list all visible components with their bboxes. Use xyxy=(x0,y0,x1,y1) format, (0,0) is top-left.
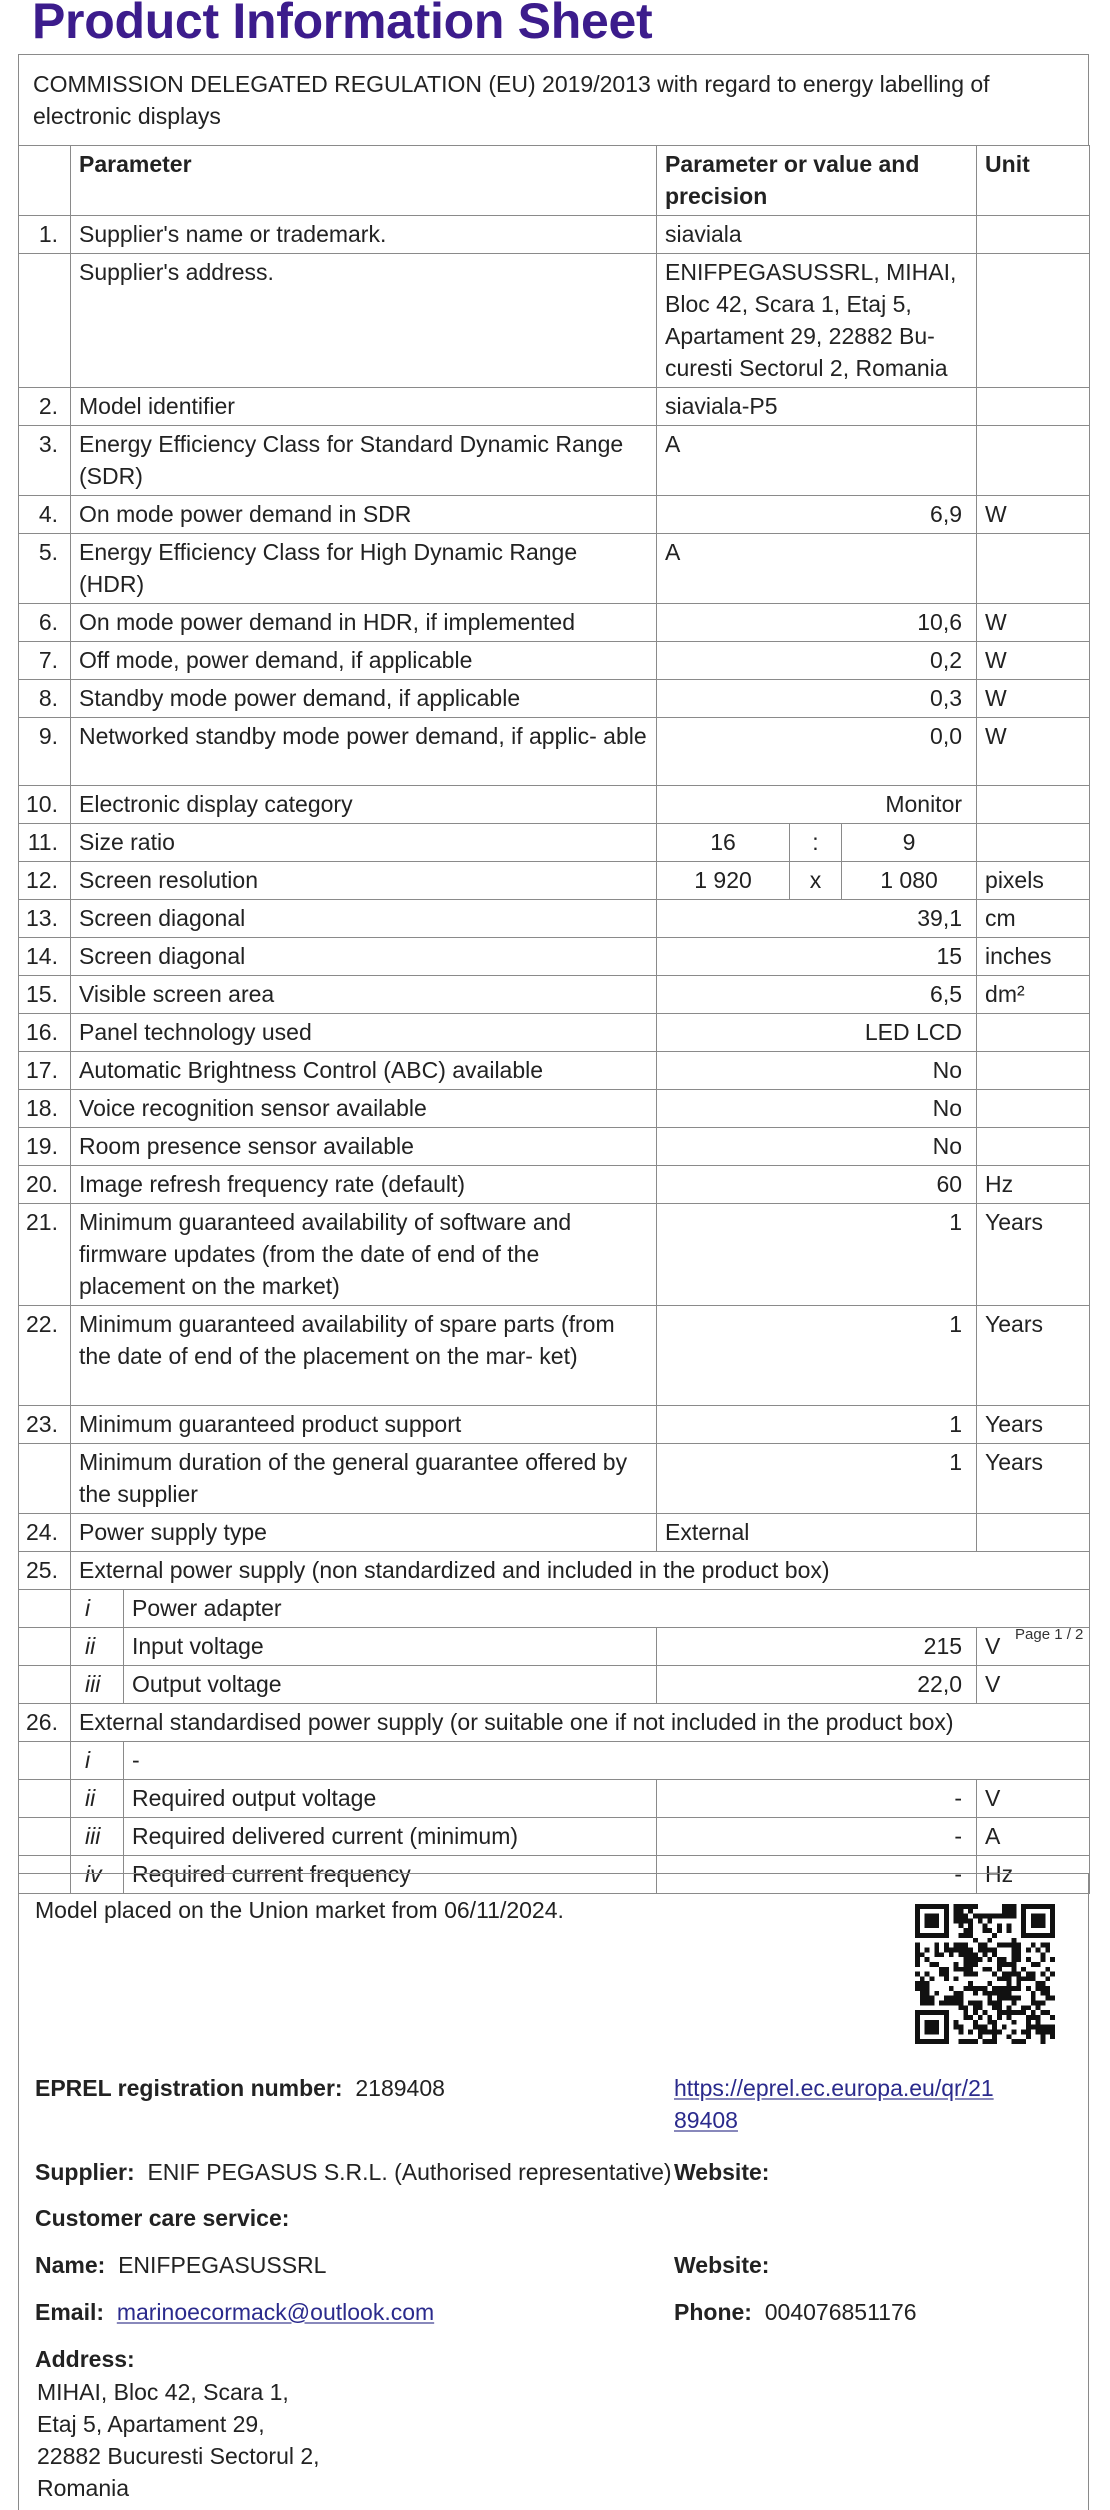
table-row xyxy=(19,1590,1090,1628)
table-row xyxy=(19,1090,1090,1128)
row-label: Energy Efficiency Class for High Dynamic Range (HDR) xyxy=(71,534,657,604)
row-number: 21. xyxy=(19,1204,71,1306)
table-row xyxy=(19,976,1090,1014)
row-value: 215 xyxy=(657,1628,977,1666)
row-number: 17. xyxy=(19,1052,71,1090)
table-row xyxy=(19,1052,1090,1090)
resolution-width: 1 920 xyxy=(657,862,790,900)
table-row xyxy=(19,1128,1090,1166)
table-row xyxy=(19,388,1090,426)
row-number: 10. xyxy=(19,786,71,824)
row-number xyxy=(19,254,71,388)
row-unit: Hz xyxy=(977,1856,1090,1894)
row-unit: W xyxy=(977,642,1090,680)
row-value: - xyxy=(657,1856,977,1894)
row-unit: cm xyxy=(977,900,1090,938)
email-line xyxy=(35,2296,434,2328)
row-label: Model identifier xyxy=(71,388,657,426)
row-unit xyxy=(977,216,1090,254)
row-number: 12. xyxy=(19,862,71,900)
address-line: MIHAI, Bloc 42, Scara 1, xyxy=(37,2379,289,2405)
row-label: - xyxy=(124,1742,1090,1780)
row-unit: V xyxy=(977,1628,1090,1666)
row-label: Supplier's name or trademark. xyxy=(71,216,657,254)
row-unit xyxy=(977,254,1090,388)
row-value: 6,5 xyxy=(657,976,977,1014)
row-number: 16. xyxy=(19,1014,71,1052)
address-block xyxy=(37,2376,320,2504)
row-value: LED LCD xyxy=(657,1014,977,1052)
row-number: 5. xyxy=(19,534,71,604)
row-unit xyxy=(977,534,1090,604)
table-row xyxy=(19,534,1090,604)
row-unit: V xyxy=(977,1666,1090,1704)
website-label: Website: xyxy=(674,2252,770,2278)
row-number: 1. xyxy=(19,216,71,254)
eprel-registration xyxy=(35,2072,445,2104)
row-unit: Years xyxy=(977,1406,1090,1444)
row-label: Screen resolution xyxy=(71,862,657,900)
table-row xyxy=(19,1818,1090,1856)
row-value: 1 xyxy=(657,1306,977,1406)
row-label: Supplier's address. xyxy=(71,254,657,388)
page-number: Page 1 / 2 xyxy=(1015,1626,1084,1643)
row-number: 8. xyxy=(19,680,71,718)
supplier-info-box xyxy=(18,1873,1089,2510)
table-row xyxy=(19,938,1090,976)
row-label: Input voltage xyxy=(124,1628,657,1666)
table-row xyxy=(19,718,1090,786)
table-row xyxy=(19,824,1090,862)
name-value: ENIFPEGASUSSRL xyxy=(118,2252,327,2278)
row-unit: W xyxy=(977,604,1090,642)
sub-index: ii xyxy=(71,1628,124,1666)
row-number: 23. xyxy=(19,1406,71,1444)
row-number xyxy=(19,1444,71,1514)
phone-value: 004076851176 xyxy=(764,2299,917,2325)
row-unit: Years xyxy=(977,1306,1090,1406)
table-row xyxy=(19,680,1090,718)
row-label: Networked standby mode power demand, if applic- able xyxy=(71,718,657,786)
table-row xyxy=(19,1742,1090,1780)
supplier-line xyxy=(35,2156,672,2188)
email-link[interactable]: marinoecormack@outlook.com xyxy=(116,2299,435,2325)
ratio-separator: : xyxy=(790,824,842,862)
address-line: Etaj 5, Apartament 29, xyxy=(37,2411,265,2437)
row-number: 4. xyxy=(19,496,71,534)
name-line xyxy=(35,2249,326,2281)
row-number xyxy=(19,1590,71,1628)
row-unit: Years xyxy=(977,1444,1090,1514)
table-row xyxy=(19,642,1090,680)
row-number: 3. xyxy=(19,426,71,496)
eprel-number: 2189408 xyxy=(355,2075,445,2101)
row-label: External standardised power supply (or suitable one if not included in the product box) xyxy=(71,1704,1090,1742)
table-row xyxy=(19,426,1090,496)
address-heading xyxy=(35,2343,135,2375)
customer-care-label: Customer care service: xyxy=(35,2205,290,2231)
row-value: 39,1 xyxy=(657,900,977,938)
row-value: No xyxy=(657,1128,977,1166)
row-number: 2. xyxy=(19,388,71,426)
address-label: Address: xyxy=(35,2346,135,2372)
row-number: 15. xyxy=(19,976,71,1014)
row-label: Screen diagonal xyxy=(71,900,657,938)
row-number: 6. xyxy=(19,604,71,642)
row-label: Required current frequency xyxy=(124,1856,657,1894)
resolution-height: 1 080 xyxy=(842,862,977,900)
row-unit: Hz xyxy=(977,1166,1090,1204)
table-row xyxy=(19,1014,1090,1052)
row-label: Electronic display category xyxy=(71,786,657,824)
row-value: 6,9 xyxy=(657,496,977,534)
row-number: 18. xyxy=(19,1090,71,1128)
row-number: 26. xyxy=(19,1704,71,1742)
resolution-separator: x xyxy=(790,862,842,900)
row-number: 22. xyxy=(19,1306,71,1406)
row-label: External power supply (non standardized and included in the product box) xyxy=(71,1552,1090,1590)
sub-index: iii xyxy=(71,1818,124,1856)
row-value: siaviala-P5 xyxy=(657,388,977,426)
sub-index: i xyxy=(71,1742,124,1780)
supplier-label: Supplier: xyxy=(35,2159,135,2185)
row-number xyxy=(19,1818,71,1856)
table-row xyxy=(19,1628,1090,1666)
row-number xyxy=(19,1742,71,1780)
table-row xyxy=(19,216,1090,254)
row-unit: pixels xyxy=(977,862,1090,900)
row-label: Size ratio xyxy=(71,824,657,862)
row-unit: V xyxy=(977,1780,1090,1818)
table-header-row xyxy=(19,146,1090,216)
row-number: 24. xyxy=(19,1514,71,1552)
row-unit: Years xyxy=(977,1204,1090,1306)
row-label: Minimum guaranteed availability of software and firmware updates (from the date of end of the placement on the market) xyxy=(71,1204,657,1306)
row-value: 0,3 xyxy=(657,680,977,718)
table-row xyxy=(19,1666,1090,1704)
sub-index: iv xyxy=(71,1856,124,1894)
regulation-text: COMMISSION DELEGATED REGULATION (EU) 2019/2013 with regard to energy labelling of electronic displays xyxy=(33,71,990,129)
table-row xyxy=(19,1306,1090,1406)
table-row xyxy=(19,862,1090,900)
website-line-2 xyxy=(674,2249,769,2281)
table-row xyxy=(19,254,1090,388)
row-number: 20. xyxy=(19,1166,71,1204)
row-unit: dm² xyxy=(977,976,1090,1014)
table-row xyxy=(19,1204,1090,1306)
row-value: 22,0 xyxy=(657,1666,977,1704)
page-title: Product Information Sheet xyxy=(32,0,653,49)
sub-index: i xyxy=(71,1590,124,1628)
table-row xyxy=(19,1514,1090,1552)
customer-care-heading xyxy=(35,2202,289,2234)
row-label: Output voltage xyxy=(124,1666,657,1704)
sub-index: ii xyxy=(71,1780,124,1818)
phone-line xyxy=(674,2296,917,2328)
row-label: Standby mode power demand, if applicable xyxy=(71,680,657,718)
row-value: 15 xyxy=(657,938,977,976)
table-row xyxy=(19,1166,1090,1204)
header-parameter: Parameter xyxy=(71,146,657,216)
row-value: External xyxy=(657,1514,977,1552)
row-value: A xyxy=(657,426,977,496)
row-unit xyxy=(977,1014,1090,1052)
row-label: On mode power demand in HDR, if implemented xyxy=(71,604,657,642)
row-unit xyxy=(977,786,1090,824)
row-value: No xyxy=(657,1090,977,1128)
row-label: Power adapter xyxy=(124,1590,1090,1628)
supplier-value: ENIF PEGASUS S.R.L. (Authorised representative) xyxy=(147,2159,672,2185)
row-value: - xyxy=(657,1780,977,1818)
row-unit: A xyxy=(977,1818,1090,1856)
row-label: Required delivered current (minimum) xyxy=(124,1818,657,1856)
eprel-label: EPREL registration number: xyxy=(35,2075,343,2101)
table-row xyxy=(19,1780,1090,1818)
eprel-link-line2[interactable]: 89408 xyxy=(674,2107,738,2133)
eprel-link-line1[interactable]: https://eprel.ec.europa.eu/qr/21 xyxy=(674,2075,994,2101)
row-label: Voice recognition sensor available xyxy=(71,1090,657,1128)
website-label: Website: xyxy=(674,2159,770,2185)
ratio-width: 16 xyxy=(657,824,790,862)
row-value: 60 xyxy=(657,1166,977,1204)
row-unit xyxy=(977,426,1090,496)
row-value: siaviala xyxy=(657,216,977,254)
row-label: Required output voltage xyxy=(124,1780,657,1818)
email-label: Email: xyxy=(35,2299,105,2325)
row-value: Monitor xyxy=(657,786,977,824)
row-value: ENIFPEGASUSSRL, MIHAI, Bloc 42, Scara 1, Etaj 5, Apartament 29, 22882 Bu- curesti Sectorul 2, Romania xyxy=(657,254,977,388)
header-num-cell xyxy=(19,146,71,216)
row-unit xyxy=(977,824,1090,862)
row-number: 14. xyxy=(19,938,71,976)
ratio-height: 9 xyxy=(842,824,977,862)
row-label: Image refresh frequency rate (default) xyxy=(71,1166,657,1204)
row-label: Minimum guaranteed availability of spare parts (from the date of end of the placement on the mar- ket) xyxy=(71,1306,657,1406)
row-value: A xyxy=(657,534,977,604)
table-row xyxy=(19,786,1090,824)
row-value: 0,2 xyxy=(657,642,977,680)
row-label: Energy Efficiency Class for Standard Dynamic Range (SDR) xyxy=(71,426,657,496)
row-value: - xyxy=(657,1818,977,1856)
row-unit xyxy=(977,1052,1090,1090)
row-label: Minimum guaranteed product support xyxy=(71,1406,657,1444)
row-label: Automatic Brightness Control (ABC) available xyxy=(71,1052,657,1090)
row-label: On mode power demand in SDR xyxy=(71,496,657,534)
table-row xyxy=(19,1406,1090,1444)
header-value: Parameter or value and precision xyxy=(657,146,977,216)
table-row xyxy=(19,1704,1090,1742)
regulation-box xyxy=(18,54,1089,146)
eprel-link[interactable] xyxy=(674,2072,994,2136)
table-row xyxy=(19,604,1090,642)
spec-table xyxy=(18,145,1090,1894)
row-label: Power supply type xyxy=(71,1514,657,1552)
address-line: 22882 Bucuresti Sectorul 2, xyxy=(37,2443,320,2469)
header-unit: Unit xyxy=(977,146,1090,216)
row-label: Screen diagonal xyxy=(71,938,657,976)
row-value: 1 xyxy=(657,1444,977,1514)
sub-index: iii xyxy=(71,1666,124,1704)
row-value: 0,0 xyxy=(657,718,977,786)
row-number xyxy=(19,1666,71,1704)
row-unit: W xyxy=(977,680,1090,718)
row-value: 1 xyxy=(657,1406,977,1444)
row-number: 19. xyxy=(19,1128,71,1166)
row-unit xyxy=(977,1514,1090,1552)
name-label: Name: xyxy=(35,2252,106,2278)
market-placement-text: Model placed on the Union market from 06/11/2024. xyxy=(35,1897,564,1923)
table-row xyxy=(19,1444,1090,1514)
row-label: Room presence sensor available xyxy=(71,1128,657,1166)
row-unit: inches xyxy=(977,938,1090,976)
row-unit xyxy=(977,1090,1090,1128)
row-unit: W xyxy=(977,496,1090,534)
row-value: No xyxy=(657,1052,977,1090)
table-row xyxy=(19,900,1090,938)
row-label: Visible screen area xyxy=(71,976,657,1014)
phone-label: Phone: xyxy=(674,2299,752,2325)
row-unit: W xyxy=(977,718,1090,786)
table-row xyxy=(19,496,1090,534)
website-line-1 xyxy=(674,2156,769,2188)
row-value: 10,6 xyxy=(657,604,977,642)
row-label: Minimum duration of the general guarantee offered by the supplier xyxy=(71,1444,657,1514)
row-label: Panel technology used xyxy=(71,1014,657,1052)
qr-code-icon[interactable] xyxy=(915,1904,1055,2044)
row-value: 1 xyxy=(657,1204,977,1306)
row-number xyxy=(19,1628,71,1666)
row-number: 11. xyxy=(19,824,71,862)
row-number: 25. xyxy=(19,1552,71,1590)
row-unit xyxy=(977,388,1090,426)
table-row xyxy=(19,1552,1090,1590)
row-number: 7. xyxy=(19,642,71,680)
row-number: 9. xyxy=(19,718,71,786)
row-unit xyxy=(977,1128,1090,1166)
row-number: 13. xyxy=(19,900,71,938)
row-label: Off mode, power demand, if applicable xyxy=(71,642,657,680)
row-number xyxy=(19,1780,71,1818)
address-line: Romania xyxy=(37,2475,130,2501)
